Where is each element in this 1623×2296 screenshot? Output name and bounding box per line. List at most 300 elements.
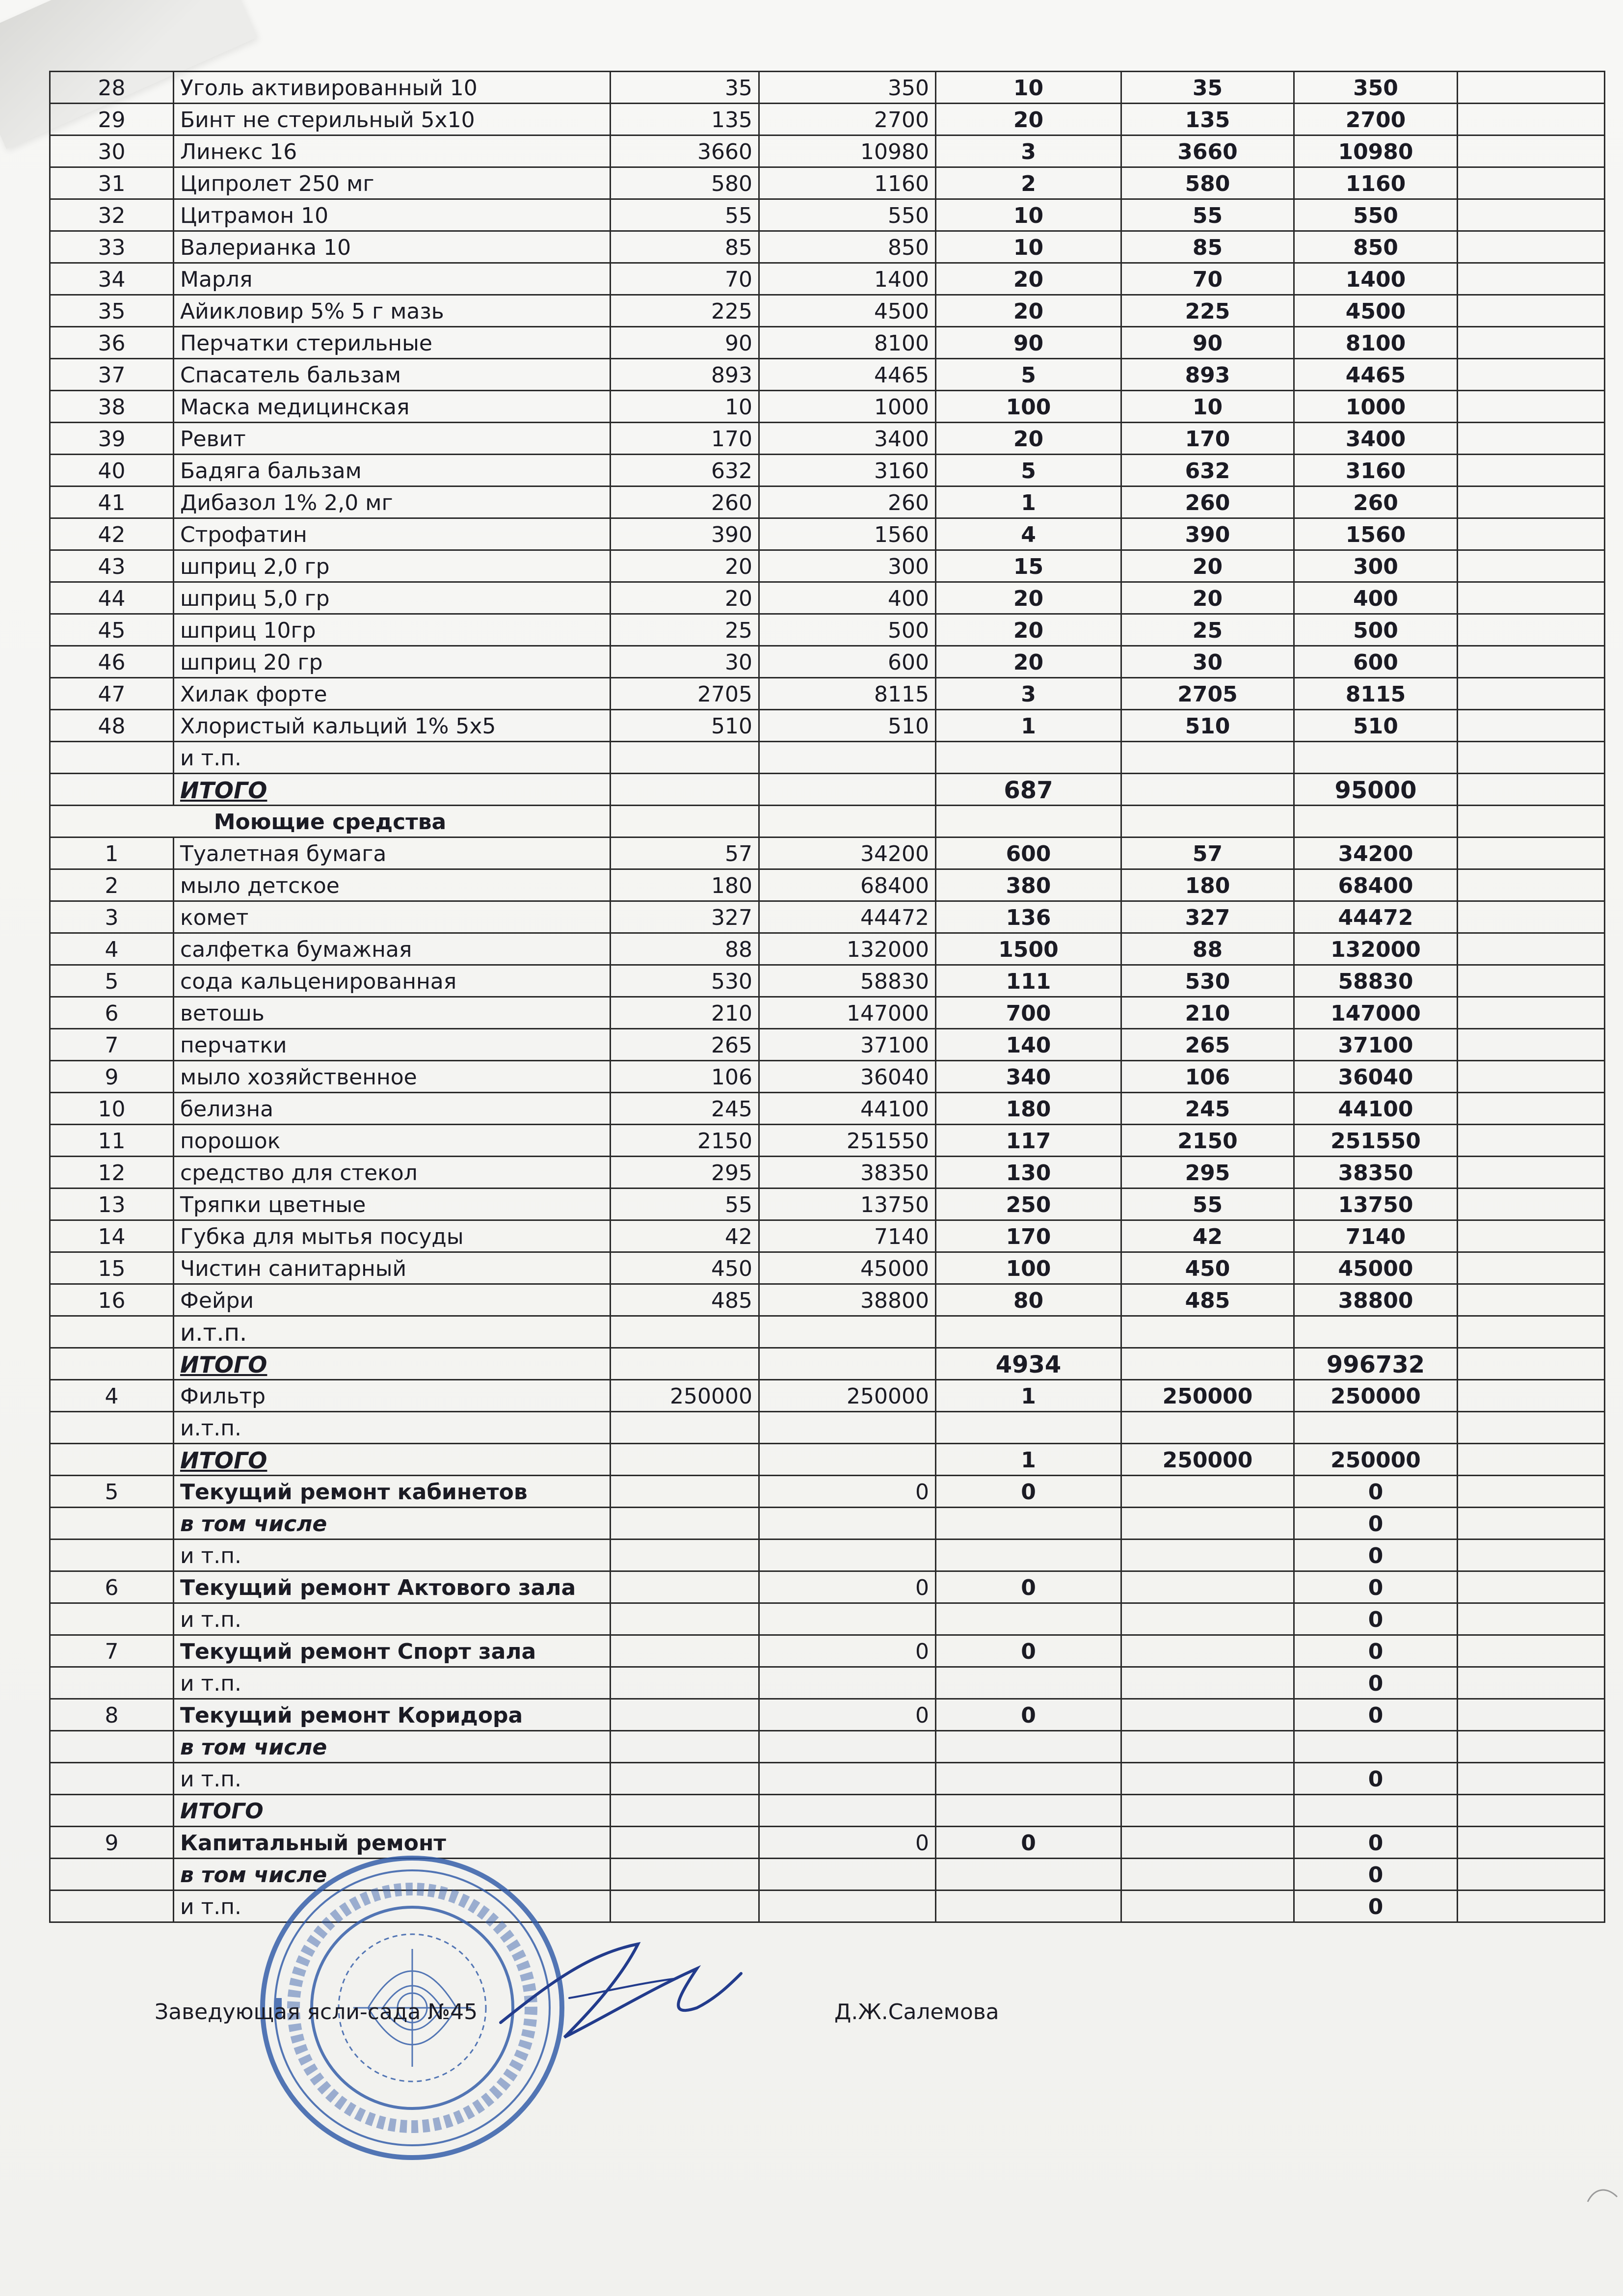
medicines-rows xyxy=(50,72,1605,742)
table-row xyxy=(50,614,1605,646)
empty-cell xyxy=(1458,1125,1605,1157)
qty-cell: 20 xyxy=(936,263,1121,295)
total-cell: 350 xyxy=(1294,72,1458,104)
unit-price-cell: 85 xyxy=(1121,231,1294,263)
sum-cell: 550 xyxy=(759,199,936,231)
total-cell: 1160 xyxy=(1294,167,1458,199)
sum-cell: 7140 xyxy=(759,1220,936,1252)
qty-cell: 170 xyxy=(936,1220,1121,1252)
empty-cell xyxy=(1458,582,1605,614)
sum-cell: 38350 xyxy=(759,1157,936,1189)
table-row xyxy=(50,72,1605,104)
qty-cell: 117 xyxy=(936,1125,1121,1157)
detergent-rows xyxy=(50,837,1605,1316)
empty-cell xyxy=(1458,1284,1605,1316)
price-cell: 135 xyxy=(611,104,759,135)
qty-cell: 1 xyxy=(936,486,1121,518)
sum-cell: 251550 xyxy=(759,1125,936,1157)
table-row xyxy=(50,104,1605,135)
row-number: 12 xyxy=(50,1157,174,1189)
table-row xyxy=(50,391,1605,423)
qty-cell: 10 xyxy=(936,72,1121,104)
total-cell: 132000 xyxy=(1294,933,1458,965)
item-name: Хилак форте xyxy=(174,678,611,710)
position-label: Заведующая ясли-сада №45 xyxy=(155,1999,478,2025)
price-cell: 180 xyxy=(611,869,759,901)
item-name: Маска медицинская xyxy=(174,391,611,423)
table-row xyxy=(50,327,1605,359)
item-name: Туалетная бумага xyxy=(174,837,611,869)
total-cell: 1560 xyxy=(1294,518,1458,550)
sum-cell: 4465 xyxy=(759,359,936,391)
total-cell: 1400 xyxy=(1294,263,1458,295)
item-name: Дибазол 1% 2,0 мг xyxy=(174,486,611,518)
qty-cell: 10 xyxy=(936,199,1121,231)
table-row xyxy=(50,295,1605,327)
row-number: 42 xyxy=(50,518,174,550)
sum-cell: 600 xyxy=(759,646,936,678)
qty-cell: 250 xyxy=(936,1189,1121,1220)
expense-table xyxy=(49,71,1605,1923)
item-name: Марля xyxy=(174,263,611,295)
total-cell: 550 xyxy=(1294,199,1458,231)
item-name: Фильтр xyxy=(174,1380,611,1412)
total-cell: 44472 xyxy=(1294,901,1458,933)
qty-cell: 5 xyxy=(936,455,1121,486)
signature xyxy=(491,1924,746,2052)
sum-cell: 10980 xyxy=(759,135,936,167)
empty-cell xyxy=(1458,997,1605,1029)
empty-cell xyxy=(1458,1093,1605,1125)
sum-cell: 1560 xyxy=(759,518,936,550)
row-number: 7 xyxy=(50,1029,174,1061)
total-qty: 4934 xyxy=(936,1348,1121,1380)
sum-cell: 260 xyxy=(759,486,936,518)
unit-price-cell: 106 xyxy=(1121,1061,1294,1093)
qty-cell: 20 xyxy=(936,614,1121,646)
row-number: 1 xyxy=(50,837,174,869)
price-cell: 450 xyxy=(611,1252,759,1284)
table-row xyxy=(50,423,1605,455)
row-number: 11 xyxy=(50,1125,174,1157)
row-number: 45 xyxy=(50,614,174,646)
sum-cell: 37100 xyxy=(759,1029,936,1061)
pen-mark xyxy=(1585,2185,1620,2204)
table-row xyxy=(50,359,1605,391)
price-cell: 20 xyxy=(611,582,759,614)
item-name: Бадяга бальзам xyxy=(174,455,611,486)
row-number: 46 xyxy=(50,646,174,678)
empty-cell xyxy=(1458,869,1605,901)
price-cell: 10 xyxy=(611,391,759,423)
empty-cell xyxy=(1458,1189,1605,1220)
table-row xyxy=(50,455,1605,486)
price-cell: 2705 xyxy=(611,678,759,710)
unit-price-cell: 632 xyxy=(1121,455,1294,486)
row-number: 28 xyxy=(50,72,174,104)
row-number: 40 xyxy=(50,455,174,486)
item-name: Спасатель бальзам xyxy=(174,359,611,391)
row-number: 38 xyxy=(50,391,174,423)
qty-cell: 90 xyxy=(936,327,1121,359)
empty-cell xyxy=(1458,295,1605,327)
unit-price-cell: 3660 xyxy=(1121,135,1294,167)
empty-cell xyxy=(1458,455,1605,486)
unit-price-cell: 20 xyxy=(1121,582,1294,614)
item-name: Ципролет 250 мг xyxy=(174,167,611,199)
table-row xyxy=(50,646,1605,678)
total-cell: 10980 xyxy=(1294,135,1458,167)
table-row xyxy=(50,1093,1605,1125)
table-row xyxy=(50,1220,1605,1252)
item-name: средство для стекол xyxy=(174,1157,611,1189)
qty-cell: 700 xyxy=(936,997,1121,1029)
row-number: 31 xyxy=(50,167,174,199)
table-row xyxy=(50,965,1605,997)
qty-cell: 1 xyxy=(936,710,1121,742)
unit-price-cell: 170 xyxy=(1121,423,1294,455)
sum-cell: 132000 xyxy=(759,933,936,965)
qty-cell: 10 xyxy=(936,231,1121,263)
sum-cell: 2700 xyxy=(759,104,936,135)
empty-cell xyxy=(1458,646,1605,678)
row-number: 9 xyxy=(50,1061,174,1093)
item-name: Айикловир 5% 5 г мазь xyxy=(174,295,611,327)
price-cell: 42 xyxy=(611,1220,759,1252)
price-cell: 245 xyxy=(611,1093,759,1125)
total-cell: 38350 xyxy=(1294,1157,1458,1189)
qty-cell: 140 xyxy=(936,1029,1121,1061)
qty-cell: 3 xyxy=(936,678,1121,710)
repair-row: ИТОГО xyxy=(50,1795,1605,1827)
total-cell: 600 xyxy=(1294,646,1458,678)
price-cell: 295 xyxy=(611,1157,759,1189)
unit-price-cell: 245 xyxy=(1121,1093,1294,1125)
item-name: шприц 2,0 гр xyxy=(174,550,611,582)
item-name: шприц 5,0 гр xyxy=(174,582,611,614)
sum-cell: 400 xyxy=(759,582,936,614)
unit-price-cell: 2705 xyxy=(1121,678,1294,710)
detergent-summary xyxy=(50,1316,1605,1922)
repair-row: 7 Текущий ремонт Спорт зала 0 0 0 xyxy=(50,1635,1605,1667)
unit-price-cell: 20 xyxy=(1121,550,1294,582)
item-name: салфетка бумажная xyxy=(174,933,611,965)
repair-row: 5 Текущий ремонт кабинетов 0 0 0 xyxy=(50,1476,1605,1508)
unit-price-cell: 90 xyxy=(1121,327,1294,359)
item-name: сода кальценированная xyxy=(174,965,611,997)
qty-cell: 20 xyxy=(936,423,1121,455)
repair-row: 8 Текущий ремонт Коридора 0 0 0 xyxy=(50,1699,1605,1731)
row-number: 36 xyxy=(50,327,174,359)
item-name: Валерианка 10 xyxy=(174,231,611,263)
item-name: Линекс 16 xyxy=(174,135,611,167)
empty-cell xyxy=(1458,486,1605,518)
total-cell: 300 xyxy=(1294,550,1458,582)
item-name: Бинт не стерильный 5х10 xyxy=(174,104,611,135)
filter-row: 4 Фильтр 250000 250000 1 250000 250000 xyxy=(50,1380,1605,1412)
price-cell: 225 xyxy=(611,295,759,327)
table-row xyxy=(50,582,1605,614)
row-number: 39 xyxy=(50,423,174,455)
empty-cell xyxy=(1458,710,1605,742)
table-row xyxy=(50,518,1605,550)
sum-cell: 44100 xyxy=(759,1093,936,1125)
table-row xyxy=(50,199,1605,231)
item-name: комет xyxy=(174,901,611,933)
price-cell: 893 xyxy=(611,359,759,391)
etc-label: и.т.п. xyxy=(174,1316,611,1348)
total-label: ИТОГО xyxy=(174,774,611,806)
item-name: Перчатки стерильные xyxy=(174,327,611,359)
price-cell: 210 xyxy=(611,997,759,1029)
unit-price-cell: 42 xyxy=(1121,1220,1294,1252)
price-cell: 90 xyxy=(611,327,759,359)
total-sum: 996732 xyxy=(1294,1348,1458,1380)
table-row xyxy=(50,742,1605,774)
unit-price-cell: 180 xyxy=(1121,869,1294,901)
unit-price-cell: 35 xyxy=(1121,72,1294,104)
table-row xyxy=(50,263,1605,295)
price-cell: 580 xyxy=(611,167,759,199)
item-name: шприц 10гр xyxy=(174,614,611,646)
repair-row: и т.п. 0 xyxy=(50,1540,1605,1571)
table-row xyxy=(50,997,1605,1029)
total-cell: 400 xyxy=(1294,582,1458,614)
table-row xyxy=(50,1284,1605,1316)
table-row xyxy=(50,678,1605,710)
price-cell: 632 xyxy=(611,455,759,486)
row-number: 2 xyxy=(50,869,174,901)
item-name: Уголь активированный 10 xyxy=(174,72,611,104)
repair-row: и т.п. 0 xyxy=(50,1667,1605,1699)
table-row xyxy=(50,901,1605,933)
qty-cell: 20 xyxy=(936,295,1121,327)
empty-cell xyxy=(1458,965,1605,997)
table-row xyxy=(50,1061,1605,1093)
total-cell: 500 xyxy=(1294,614,1458,646)
table-row xyxy=(50,1189,1605,1220)
sum-cell: 68400 xyxy=(759,869,936,901)
total-cell: 510 xyxy=(1294,710,1458,742)
sum-cell: 1160 xyxy=(759,167,936,199)
repair-row: в том числе xyxy=(50,1731,1605,1763)
row-number: 44 xyxy=(50,582,174,614)
unit-price-cell: 210 xyxy=(1121,997,1294,1029)
qty-cell: 600 xyxy=(936,837,1121,869)
total-label: ИТОГО xyxy=(174,1348,611,1380)
empty-cell xyxy=(1458,359,1605,391)
sum-cell: 38800 xyxy=(759,1284,936,1316)
sum-cell: 850 xyxy=(759,231,936,263)
empty-cell xyxy=(1458,1029,1605,1061)
qty-cell: 136 xyxy=(936,901,1121,933)
empty-cell xyxy=(1458,327,1605,359)
empty-cell xyxy=(1458,550,1605,582)
medicines-total-row xyxy=(50,774,1605,806)
qty-cell: 180 xyxy=(936,1093,1121,1125)
qty-cell: 340 xyxy=(936,1061,1121,1093)
total-cell: 36040 xyxy=(1294,1061,1458,1093)
unit-price-cell: 2150 xyxy=(1121,1125,1294,1157)
table-row xyxy=(50,1316,1605,1348)
repair-row: в том числе 0 xyxy=(50,1508,1605,1540)
empty-cell xyxy=(1458,1252,1605,1284)
empty-cell xyxy=(1458,933,1605,965)
qty-cell: 20 xyxy=(936,104,1121,135)
unit-price-cell: 55 xyxy=(1121,199,1294,231)
item-name: Фейри xyxy=(174,1284,611,1316)
unit-price-cell: 485 xyxy=(1121,1284,1294,1316)
total-cell: 37100 xyxy=(1294,1029,1458,1061)
empty-cell xyxy=(1458,837,1605,869)
repair-row: в том числе 0 xyxy=(50,1859,1605,1891)
total-cell: 58830 xyxy=(1294,965,1458,997)
qty-cell: 4 xyxy=(936,518,1121,550)
row-number: 16 xyxy=(50,1284,174,1316)
empty-cell xyxy=(1458,1061,1605,1093)
empty-cell xyxy=(1458,231,1605,263)
total-qty: 687 xyxy=(936,774,1121,806)
price-cell: 20 xyxy=(611,550,759,582)
table-row xyxy=(50,837,1605,869)
row-number: 15 xyxy=(50,1252,174,1284)
table-row xyxy=(50,1125,1605,1157)
empty-cell xyxy=(1458,614,1605,646)
qty-cell: 100 xyxy=(936,1252,1121,1284)
row-number: 6 xyxy=(50,997,174,1029)
price-cell: 530 xyxy=(611,965,759,997)
sum-cell: 34200 xyxy=(759,837,936,869)
item-name: Цитрамон 10 xyxy=(174,199,611,231)
etc-label: и т.п. xyxy=(174,742,611,774)
price-cell: 3660 xyxy=(611,135,759,167)
unit-price-cell: 265 xyxy=(1121,1029,1294,1061)
price-cell: 57 xyxy=(611,837,759,869)
row-number: 5 xyxy=(50,965,174,997)
unit-price-cell: 295 xyxy=(1121,1157,1294,1189)
total-cell: 260 xyxy=(1294,486,1458,518)
price-cell: 88 xyxy=(611,933,759,965)
total-cell: 147000 xyxy=(1294,997,1458,1029)
item-name: ветошь xyxy=(174,997,611,1029)
repair-row: и т.п. 0 xyxy=(50,1763,1605,1795)
sum-cell: 8100 xyxy=(759,327,936,359)
medicines-summary xyxy=(50,742,1605,837)
sum-cell: 36040 xyxy=(759,1061,936,1093)
item-name: Губка для мытья посуды xyxy=(174,1220,611,1252)
row-number: 3 xyxy=(50,901,174,933)
unit-price-cell: 25 xyxy=(1121,614,1294,646)
qty-cell: 100 xyxy=(936,391,1121,423)
total-cell: 4465 xyxy=(1294,359,1458,391)
unit-price-cell: 70 xyxy=(1121,263,1294,295)
total-cell: 251550 xyxy=(1294,1125,1458,1157)
empty-cell xyxy=(1458,135,1605,167)
item-name: шприц 20 гр xyxy=(174,646,611,678)
qty-cell: 111 xyxy=(936,965,1121,997)
qty-cell: 5 xyxy=(936,359,1121,391)
empty-cell xyxy=(1458,104,1605,135)
row-number: 29 xyxy=(50,104,174,135)
unit-price-cell: 893 xyxy=(1121,359,1294,391)
table-row xyxy=(50,1157,1605,1189)
empty-cell xyxy=(1458,391,1605,423)
item-name: Чистин санитарный xyxy=(174,1252,611,1284)
qty-cell: 15 xyxy=(936,550,1121,582)
unit-price-cell: 55 xyxy=(1121,1189,1294,1220)
sum-cell: 300 xyxy=(759,550,936,582)
unit-price-cell: 530 xyxy=(1121,965,1294,997)
item-name: перчатки xyxy=(174,1029,611,1061)
qty-cell: 20 xyxy=(936,582,1121,614)
total-cell: 8115 xyxy=(1294,678,1458,710)
item-name: Тряпки цветные xyxy=(174,1189,611,1220)
unit-price-cell: 260 xyxy=(1121,486,1294,518)
price-cell: 70 xyxy=(611,263,759,295)
total-cell: 45000 xyxy=(1294,1252,1458,1284)
row-number: 35 xyxy=(50,295,174,327)
detergents-total-row xyxy=(50,1348,1605,1380)
row-number: 14 xyxy=(50,1220,174,1252)
row-number: 48 xyxy=(50,710,174,742)
price-cell: 485 xyxy=(611,1284,759,1316)
row-number: 34 xyxy=(50,263,174,295)
table-row xyxy=(50,231,1605,263)
unit-price-cell: 580 xyxy=(1121,167,1294,199)
total-cell: 2700 xyxy=(1294,104,1458,135)
total-cell: 850 xyxy=(1294,231,1458,263)
total-cell: 13750 xyxy=(1294,1189,1458,1220)
unit-price-cell: 390 xyxy=(1121,518,1294,550)
sum-cell: 4500 xyxy=(759,295,936,327)
unit-price-cell: 327 xyxy=(1121,901,1294,933)
empty-cell xyxy=(1458,1157,1605,1189)
empty-cell xyxy=(1458,199,1605,231)
table-row xyxy=(50,1029,1605,1061)
filter-total-row: ИТОГО 1 250000 250000 xyxy=(50,1444,1605,1476)
table-row xyxy=(50,933,1605,965)
row-number: 43 xyxy=(50,550,174,582)
sum-cell: 44472 xyxy=(759,901,936,933)
total-label: ИТОГО xyxy=(174,1444,611,1476)
unit-price-cell: 450 xyxy=(1121,1252,1294,1284)
price-cell: 260 xyxy=(611,486,759,518)
sum-cell: 1400 xyxy=(759,263,936,295)
price-cell: 55 xyxy=(611,199,759,231)
section-header-row xyxy=(50,806,1605,837)
total-cell: 38800 xyxy=(1294,1284,1458,1316)
item-name: белизна xyxy=(174,1093,611,1125)
repair-row: и т.п. 0 xyxy=(50,1891,1605,1922)
row-number: 13 xyxy=(50,1189,174,1220)
qty-cell: 130 xyxy=(936,1157,1121,1189)
signer-name: Д.Ж.Салемова xyxy=(834,1999,999,2025)
qty-cell: 380 xyxy=(936,869,1121,901)
total-cell: 44100 xyxy=(1294,1093,1458,1125)
price-cell: 390 xyxy=(611,518,759,550)
row-number: 37 xyxy=(50,359,174,391)
empty-cell xyxy=(1458,1220,1605,1252)
qty-cell: 3 xyxy=(936,135,1121,167)
price-cell: 35 xyxy=(611,72,759,104)
total-cell: 34200 xyxy=(1294,837,1458,869)
price-cell: 25 xyxy=(611,614,759,646)
row-number: 30 xyxy=(50,135,174,167)
unit-price-cell: 225 xyxy=(1121,295,1294,327)
row-number: 10 xyxy=(50,1093,174,1125)
sum-cell: 58830 xyxy=(759,965,936,997)
table-row xyxy=(50,135,1605,167)
